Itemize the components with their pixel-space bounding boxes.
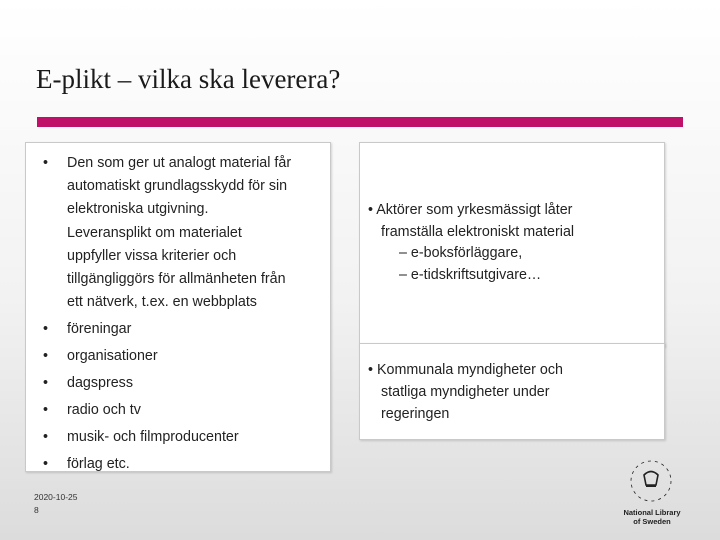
list-item xyxy=(34,318,324,341)
right-top-text xyxy=(368,200,658,286)
bullet-dot: • xyxy=(43,321,49,338)
list-item xyxy=(34,426,324,449)
crown-icon xyxy=(644,472,658,486)
bullet-dot: • xyxy=(43,155,49,171)
right-bottom-line: • Kommunala myndigheter och xyxy=(368,362,563,378)
logo-ring xyxy=(631,461,671,501)
logo-text-line: of Sweden xyxy=(633,517,671,526)
slide-title: E-plikt – vilka ska leverera? xyxy=(36,64,341,94)
list-item xyxy=(34,399,324,422)
first-bullet-line: elektroniska utgivning. xyxy=(67,201,209,218)
list-item xyxy=(34,453,324,476)
list-item-text: musik- och filmproducenter xyxy=(67,429,239,446)
list-item-text: dagspress xyxy=(67,375,133,392)
list-item xyxy=(34,345,324,368)
list-item-text: organisationer xyxy=(67,348,158,365)
right-bottom-content-box xyxy=(359,343,665,440)
logo-text xyxy=(611,508,693,526)
left-content-box xyxy=(25,142,331,472)
bullet-dot: • xyxy=(368,362,374,378)
right-bottom-line: statliga myndigheter under xyxy=(381,384,550,400)
right-bottom-text xyxy=(368,359,658,425)
first-bullet-line: ett nätverk, t.ex. en webbplats xyxy=(67,294,257,311)
bullet-dot: • xyxy=(43,375,49,392)
right-top-bullet-line: framställa elektroniskt material xyxy=(381,223,575,240)
right-bottom-line: regeringen xyxy=(381,406,450,422)
right-top-content-box xyxy=(359,142,665,347)
bullet-dot: • xyxy=(43,402,49,419)
list-item-text: radio och tv xyxy=(67,402,141,419)
first-bullet-line: uppfyller vissa kriterier och xyxy=(67,247,237,264)
logo-text-line: National Library xyxy=(623,508,681,517)
first-bullet-line: automatiskt grundlagsskydd för sin xyxy=(67,178,288,195)
list-item xyxy=(34,152,324,314)
right-top-sub-item: – e-tidskriftsutgivare… xyxy=(399,266,542,283)
right-top-sub-item: – e-boksförläggare, xyxy=(399,245,523,261)
list-item xyxy=(34,372,324,395)
accent-bar xyxy=(37,117,683,127)
right-top-bullet-line: • Aktörer som yrkesmässigt låter xyxy=(368,202,573,218)
first-bullet-line: tillgängliggörs för allmänheten från xyxy=(67,271,286,288)
bullet-dot: • xyxy=(43,456,49,473)
bullet-dot: • xyxy=(368,202,374,218)
footer-date: 2020-10-25 xyxy=(34,492,78,502)
bullet-dot: • xyxy=(43,348,49,365)
first-bullet-line: Leveransplikt om materialet xyxy=(67,224,242,241)
list-item-text: föreningar xyxy=(67,321,132,338)
list-item-text: förlag etc. xyxy=(67,456,130,473)
left-bullet-list xyxy=(34,152,324,480)
crown-base xyxy=(646,485,656,487)
first-bullet-line: Den som ger ut analogt material får xyxy=(67,155,292,171)
bullet-dot: • xyxy=(43,429,49,446)
page-number: 8 xyxy=(34,505,39,515)
